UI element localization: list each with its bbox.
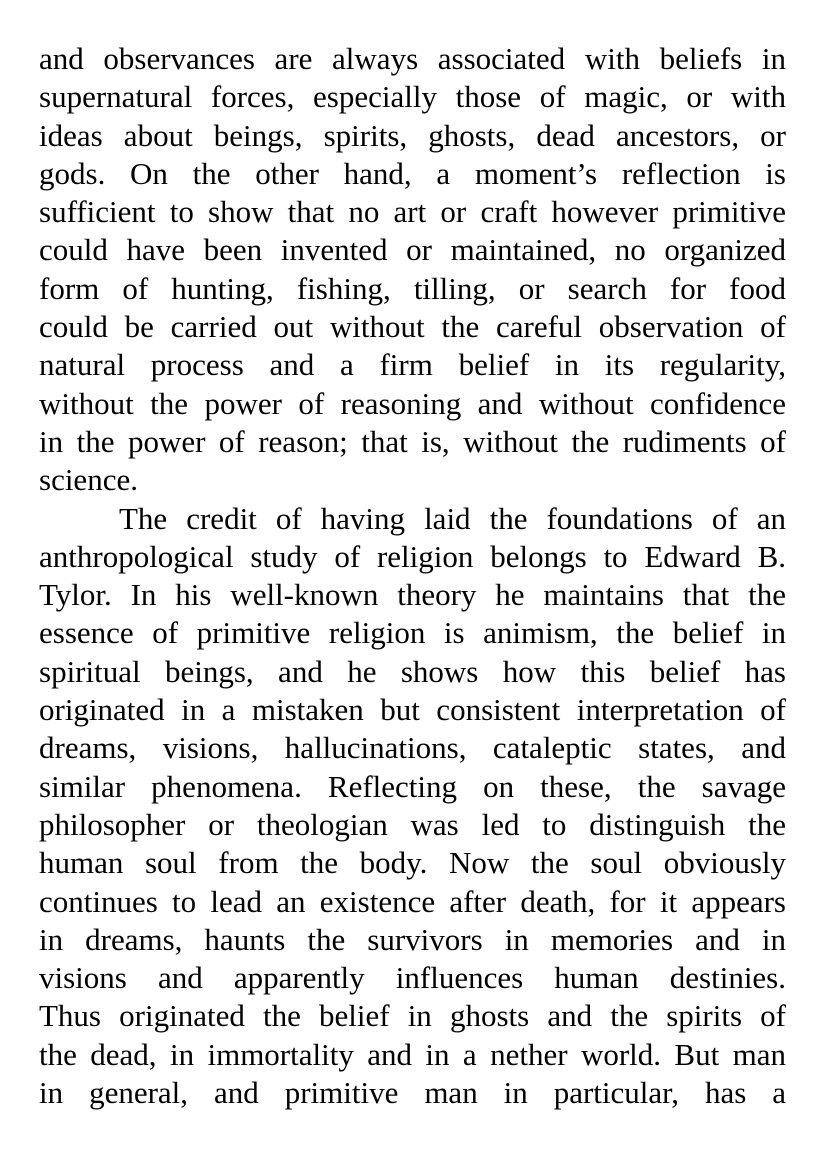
text-line: natural process and a firm belief in its regularity, (39, 347, 786, 383)
text-line: gods. On the other hand, a moment’s reflection is (39, 155, 786, 191)
text-line: could be carried out without the careful observation of (39, 309, 786, 345)
text-line: form of hunting, fishing, tilling, or search for food (39, 270, 786, 306)
text-line: anthropological study of religion belongs to Edward B. (39, 538, 786, 574)
text-line: in the power of reason; that is, without the rudiments of (39, 423, 786, 459)
body-text (39, 40, 786, 1112)
text-line: supernatural forces, especially those of magic, or with (39, 79, 786, 115)
text-line: sufficient to show that no art or craft however primitive (39, 194, 786, 230)
text-line: philosopher or theologian was led to distinguish the (39, 806, 786, 842)
text-line: The credit of having laid the foundations of an (119, 500, 786, 536)
text-line: in dreams, haunts the survivors in memories and in (39, 921, 786, 957)
text-line: human soul from the body. Now the soul obviously (39, 845, 786, 881)
text-line: continues to lead an existence after death, for it appears (39, 883, 786, 919)
text-line: spiritual beings, and he shows how this belief has (39, 653, 786, 689)
text-line: similar phenomena. Reflecting on these, the savage (39, 768, 786, 804)
text-line: without the power of reasoning and without confidence (39, 385, 786, 421)
text-line: Tylor. In his well-known theory he maintains that the (39, 577, 786, 613)
text-line: dreams, visions, hallucinations, cataleptic states, and (39, 730, 786, 766)
text-line: could have been invented or maintained, no organized (39, 232, 786, 268)
text-line: ideas about beings, spirits, ghosts, dead ancestors, or (39, 117, 786, 153)
text-line: essence of primitive religion is animism, the belief in (39, 615, 786, 651)
text-line: science. (39, 462, 138, 498)
paragraph-1 (39, 40, 786, 500)
text-line: the dead, in immortality and in a nether world. But man (39, 1036, 786, 1072)
paragraph-2 (39, 500, 786, 1113)
text-line: Thus originated the belief in ghosts and the spirits of (39, 998, 786, 1034)
text-line: in general, and primitive man in particular, has a (39, 1075, 786, 1111)
text-line: and observances are always associated with beliefs in (39, 41, 786, 76)
text-line: originated in a mistaken but consistent interpretation of (39, 692, 786, 728)
text-line: visions and apparently influences human destinies. (39, 960, 786, 996)
